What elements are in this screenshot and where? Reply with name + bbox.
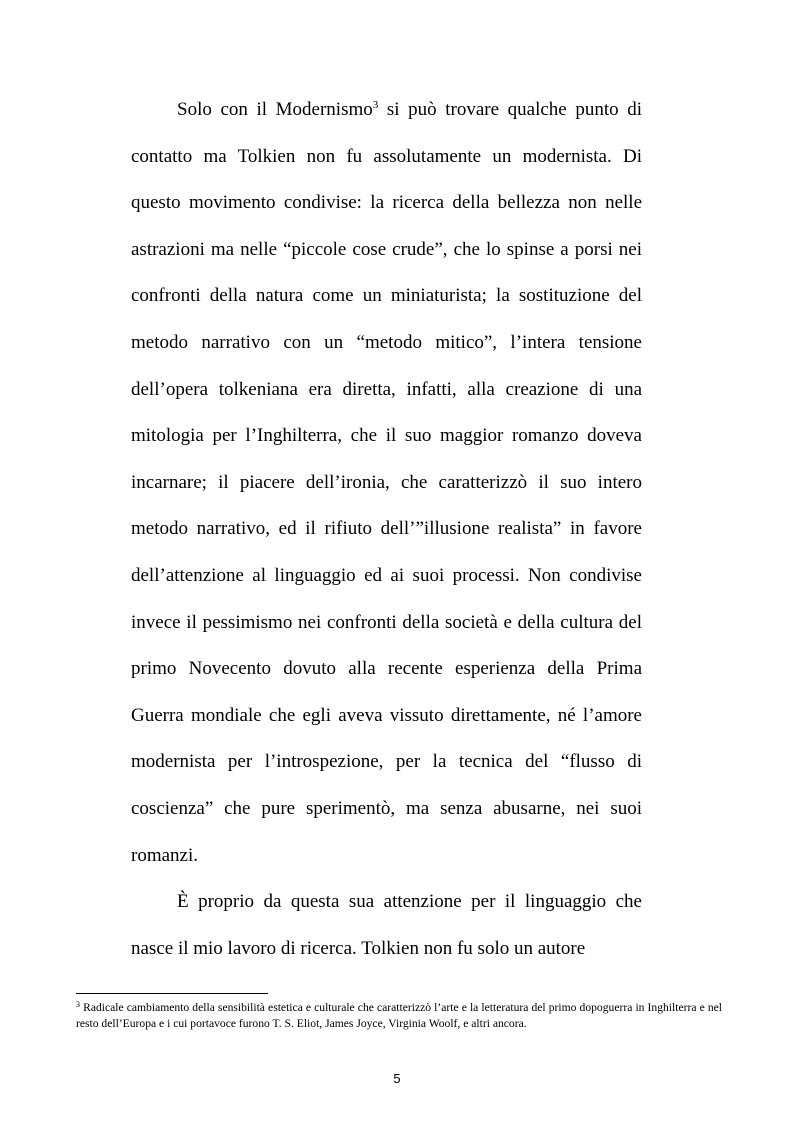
- footnote-reference: 3: [372, 99, 379, 111]
- paragraph-1-lead: Solo con il Modernismo: [177, 99, 373, 120]
- body-text: [131, 87, 642, 972]
- footnote: [76, 1000, 722, 1032]
- page-number: 5: [393, 1071, 401, 1086]
- footnote-separator: [76, 993, 268, 994]
- paragraph-modernism: [131, 87, 642, 879]
- paragraph-language: È proprio da questa sua attenzione per il linguaggio che nasce il mio lavoro di ricerca. Tolkien non fu solo un autore: [131, 891, 642, 959]
- footnote-marker: 3: [76, 1000, 80, 1009]
- footnote-text: Radicale cambiamento della sensibilità estetica e culturale che caratterizzò l’arte e la letteratura del primo dopoguerra in Inghilterra e nel resto dell’Europa e i cui portavoce furono T. S. Eliot, James Joyce, Virginia Woolf, e altri ancora.: [76, 1001, 722, 1030]
- paragraph-1-body: si può trovare qualche punto di contatto ma Tolkien non fu assolutamente un modernista. Di questo movimento condivise: la ricerca della bellezza non nelle astrazioni ma nelle “piccole cose crude”, che lo spinse a porsi nei confronti della natura come un miniaturista; la sostituzione del metodo narrativo con un “metodo mitico”, l’intera tensione dell’opera tolkeniana era diretta, infatti, alla creazione di una mitologia per l’Inghilterra, che il suo maggior romanzo doveva incarnare; il piacere dell’ironia, che caratterizzò il suo intero metodo narrativo, ed il rifiuto dell’”illusione realista” in favore dell’attenzione al linguaggio ed ai suoi processi. Non condivise invece il pessimismo nei confronti della società e della cultura del primo Novecento dovuto alla recente esperienza della Prima Guerra mondiale che egli aveva vissuto direttamente, né l’amore modernista per l’introspezione, per la tecnica del “flusso di coscienza” che pure sperimentò, ma senza abusarne, nei suoi romanzi.: [131, 99, 642, 866]
